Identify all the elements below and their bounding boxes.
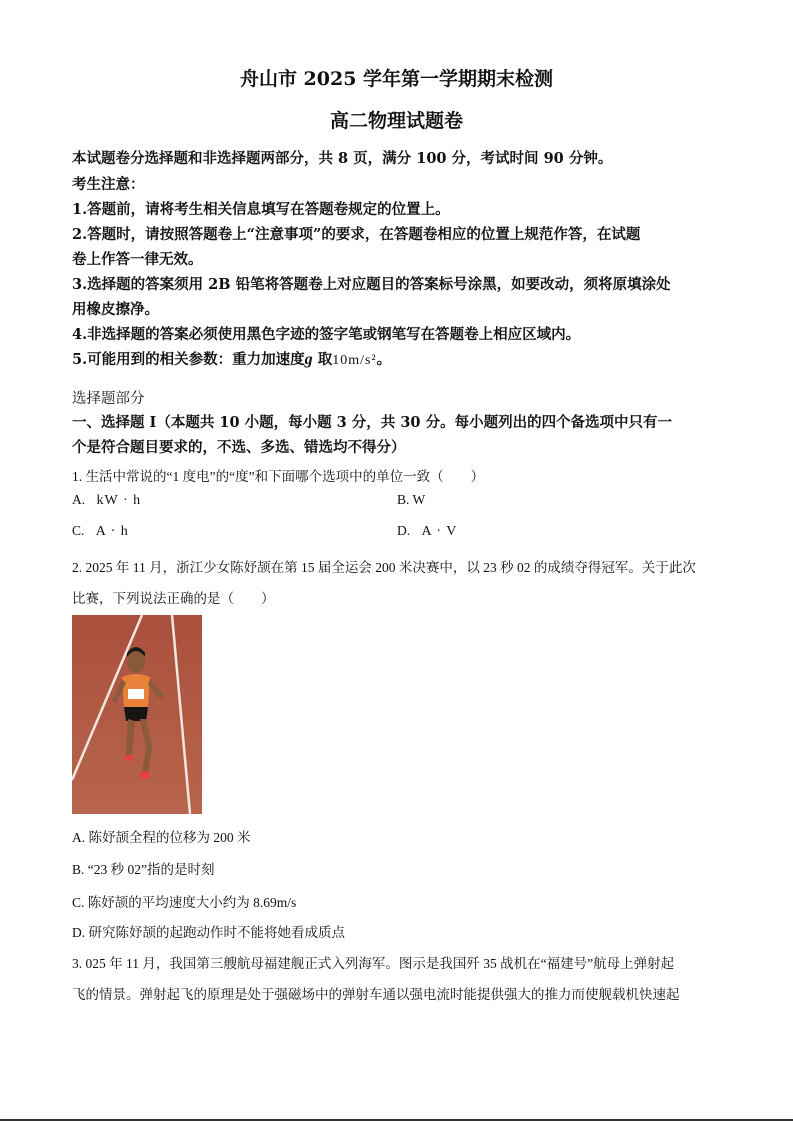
q3-stem-line2: 飞的情景。弹射起飞的原理是处于强磁场中的弹射车通以强电流时能提供强大的推力而使舰载机快速起 [72, 987, 680, 1002]
q1-option-c [72, 523, 129, 540]
notice-item-3: 3.选择题的答案须用 2B 铅笔将答题卷上对应题目的答案标号涂黑，如要改动，须将原填涂处 [72, 276, 671, 293]
q2-option-b: B. “23 秒 02”指的是时刻 [72, 862, 215, 877]
runner-photo [72, 615, 202, 814]
q1-option-a-label: A. [72, 492, 86, 507]
q1-option-a [72, 492, 141, 509]
q2-option-c: C. 陈妤颉的平均速度大小约为 8.69m/s [72, 895, 297, 910]
page-bottom-divider [0, 1119, 793, 1121]
intro-text: 本试题卷分选择题和非选择题两部分，共 8 页，满分 100 分，考试时间 90 分钟。 [72, 150, 613, 167]
notice-item-5-mid: 取 [312, 351, 333, 368]
q1-option-b-label: B. [397, 492, 410, 507]
notice-item-2-cont: 卷上作答一律无效。 [72, 251, 203, 268]
q2-option-d: D. 研究陈妤颉的起跑动作时不能将她看成质点 [72, 925, 345, 940]
notice-heading: 考生注意： [72, 176, 145, 193]
gravity-symbol: g [304, 351, 313, 368]
q1-option-d [397, 523, 457, 540]
q1-option-a-text: kW · h [96, 493, 142, 508]
q1-option-d-text: A · V [421, 524, 458, 539]
q2-option-a: A. 陈妤颉全程的位移为 200 米 [72, 830, 251, 845]
notice-item-5-prefix: 5.可能用到的相关参数：重力加速度 [72, 351, 305, 368]
q1-option-d-label: D. [397, 523, 411, 538]
notice-item-1: 1.答题前，请将考生相关信息填写在答题卷规定的位置上。 [72, 201, 450, 218]
section-heading-line2: 个是符合题目要求的，不选、多选、错选均不得分） [72, 439, 406, 456]
q1-stem: 1. 生活中常说的“1 度电”的“度”和下面哪个选项中的单位一致（ ） [72, 469, 485, 484]
q1-option-c-text: A · h [95, 524, 129, 539]
q1-option-b-text: W [412, 492, 426, 507]
notice-item-3-cont: 用橡皮擦净。 [72, 301, 159, 318]
gravity-value: 10m/s² [332, 353, 377, 368]
exam-subtitle: 高二物理试题卷 [329, 110, 463, 132]
section-heading-line1: 一、选择题 I（本题共 10 小题，每小题 3 分，共 30 分。每小题列出的四个备选项中只有一 [72, 414, 673, 431]
part-label: 选择题部分 [72, 391, 145, 407]
q2-stem-line1: 2. 2025 年 11 月，浙江少女陈妤颉在第 15 届全运会 200 米决赛中，以 23 秒 02 的成绩夺得冠军。关于此次 [72, 560, 696, 575]
notice-item-5 [72, 348, 391, 369]
notice-item-4: 4.非选择题的答案必须使用黑色字迹的签字笔或钢笔写在答题卷上相应区域内。 [72, 326, 581, 343]
exam-title: 舟山市 2025 学年第一学期期末检测 [239, 68, 554, 90]
runner-illustration [72, 615, 202, 814]
notice-item-2: 2.答题时，请按照答题卷上“注意事项”的要求，在答题卷相应的位置上规范作答，在试题 [72, 226, 641, 243]
q1-option-b [397, 492, 425, 508]
notice-item-5-suffix: 。 [376, 351, 392, 368]
q1-option-c-label: C. [72, 523, 85, 538]
q2-stem-line2: 比赛，下列说法正确的是（ ） [72, 591, 275, 606]
q3-stem-line1: 3. 025 年 11 月，我国第三艘航母福建舰正式入列海军。图示是我国歼 35 战机在“福建号”航母上弹射起 [72, 956, 675, 971]
